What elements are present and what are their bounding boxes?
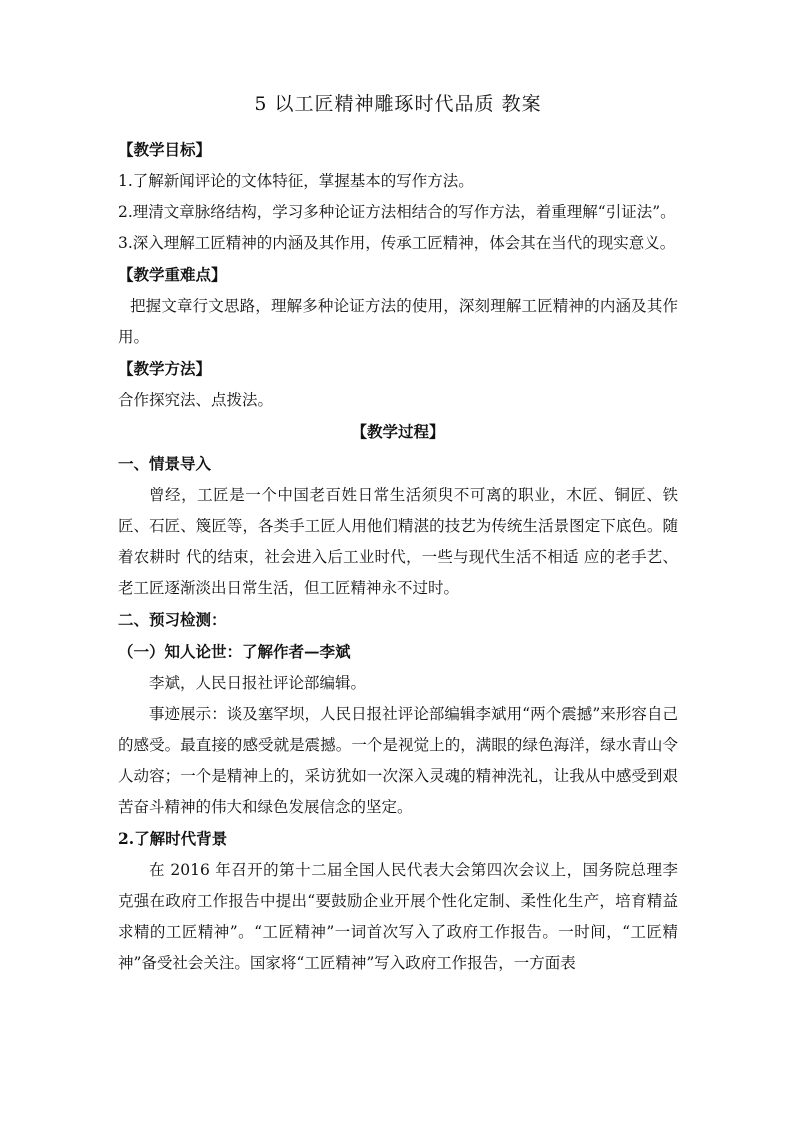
author-paragraph: 李斌，人民日报社评论部编辑。 <box>149 674 367 692</box>
deeds-paragraph: 事迹展示：谈及塞罕坝，人民日报社评论部编辑李斌用“两个震撼”来形容自己的感受。最直接的感受就是震撼。一个是视觉上的，满眼的绿色海洋，绿水青山令人动容；一个是精神上的，采访犹如一次深入灵魂的精神洗礼，让我从中感受到艰苦奋斗精神的伟大和绿色发展信念的坚定。 <box>118 705 678 816</box>
methods-paragraph: 合作探究法、点拨法。 <box>118 391 274 409</box>
section-heading-goals: 【教学目标】 <box>118 140 212 159</box>
part-1-paragraph: 曾经，工匠是一个中国老百姓日常生活须臾不可离的职业，木匠、铜匠、铁匠、石匠、篾匠等，各类手工匠人用他们精湛的技艺为传统生活景图定下底色。随着农耕时 代的结束，社会进入后工业时代，一些与现代生活不相适 应的老手艺、老工匠逐渐淡出日常生活，但工匠精神永不过时。 <box>118 486 678 597</box>
goal-item-3: 3.深入理解工匠精神的内涵及其作用，传承工匠精神，体会其在当代的现实意义。 <box>118 234 676 252</box>
section-heading-key-points: 【教学重难点】 <box>118 265 227 284</box>
subsection-1-heading: （一）知人论世：了解作者—李斌 <box>118 642 351 661</box>
goal-item-1: 1.了解新闻评论的文体特征，掌握基本的写作方法。 <box>118 172 474 190</box>
section-heading-process: 【教学过程】 <box>351 422 445 441</box>
document-title: 5 以工匠精神雕琢时代品质 教案 <box>254 93 542 115</box>
part-2-heading: 二、预习检测： <box>118 610 227 629</box>
document-page <box>118 92 678 979</box>
part-1-heading: 一、情景导入 <box>118 454 212 473</box>
key-points-paragraph: 把握文章行文思路，理解多种论证方法的使用，深刻理解工匠精神的内涵及其作用。 <box>118 297 678 346</box>
subsection-2-heading: 2.了解时代背景 <box>118 829 228 848</box>
section-heading-methods: 【教学方法】 <box>118 359 212 378</box>
background-paragraph: 在 2016 年召开的第十二届全国人民代表大会第四次会议上，国务院总理李克强在政府工作报告中提出“要鼓励企业开展个性化定制、柔性化生产，培育精益求精的工匠精神”。“工匠精神”一词首次写入了政府工作报告。一时间，“工匠精神”备受社会关注。国家将“工匠精神”写入政府工作报告，一方面表 <box>118 861 678 972</box>
goal-item-2: 2.理清文章脉络结构，学习多种论证方法相结合的写作方法，着重理解“引证法”。 <box>118 203 676 221</box>
